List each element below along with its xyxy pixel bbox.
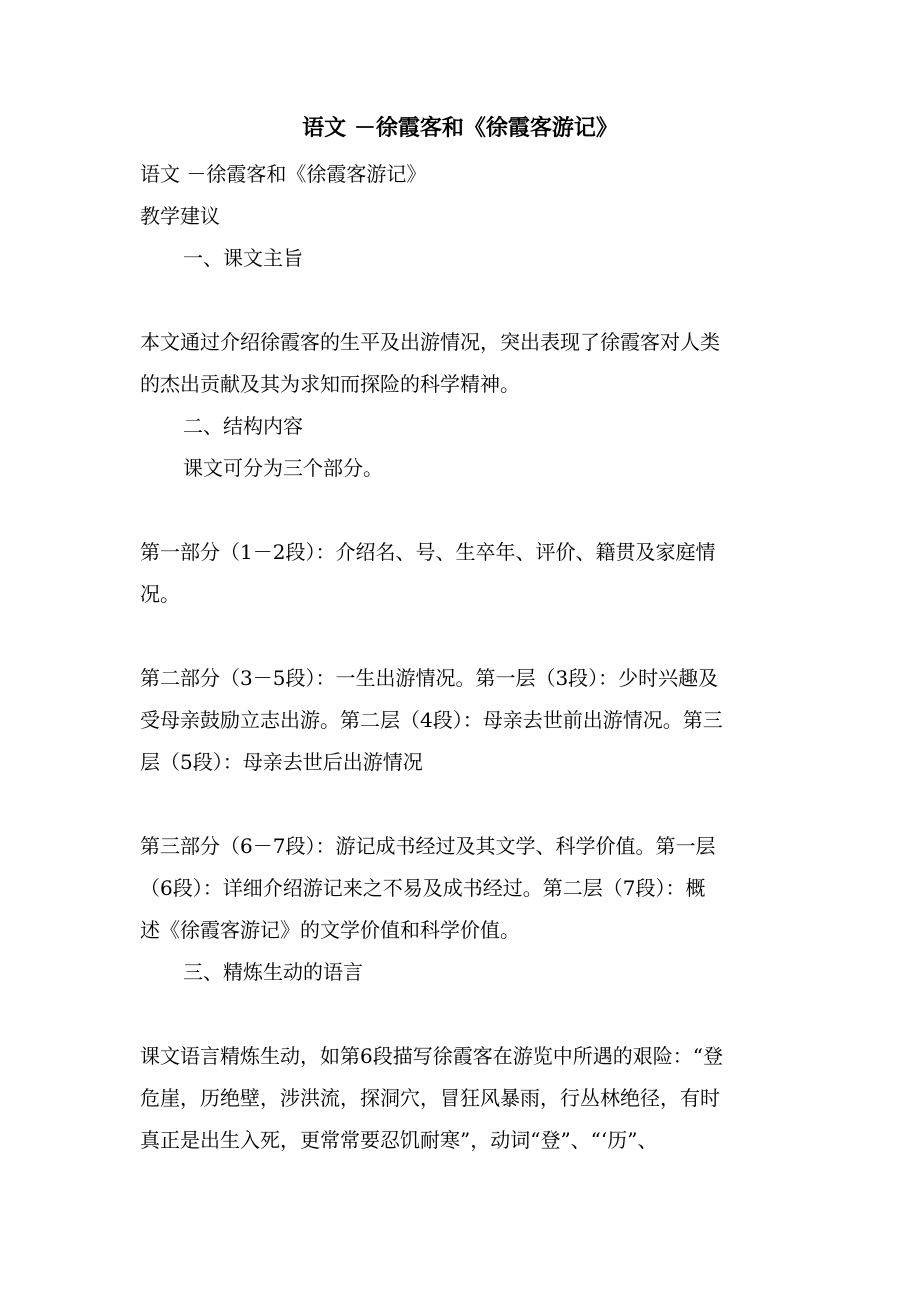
paragraph-line: 课文语言精炼生动，如第6段描写徐霞客在游览中所遇的艰险：“登 (140, 1044, 723, 1068)
paragraph-theme (140, 321, 790, 405)
paragraph-part-one (140, 531, 790, 615)
document-subtitle: 语文 －徐霞客和《徐霞客游记》 (140, 162, 427, 186)
paragraph-line: 本文通过介绍徐霞客的生平及出游情况，突出表现了徐霞客对人类 (140, 330, 720, 354)
paragraph-part-two (140, 657, 790, 783)
paragraph-language (140, 1035, 790, 1161)
paragraph-line: 第二部分（3－5段）：一生出游情况。第一层（3段）：少时兴趣及 (140, 666, 719, 690)
paragraph-part-three (140, 825, 790, 951)
paragraph-line: 真正是出生入死，更常常要忍饥耐寒”，动词“登”、“‘历”、 (140, 1128, 658, 1152)
paragraph-line: 危崖，历绝壁，涉洪流，探洞穴，冒狂风暴雨，行丛林绝径，有时 (140, 1086, 720, 1110)
paragraph-line: 第三部分（6－7段）：游记成书经过及其文学、科学价值。第一层 (140, 834, 716, 858)
structure-intro: 课文可分为三个部分。 (183, 456, 383, 480)
heading-structure: 二、结构内容 (183, 414, 303, 438)
paragraph-line: 况。 (140, 582, 180, 606)
document-title: 语文 －徐霞客和《徐霞客游记》 (302, 115, 618, 141)
paragraph-line: （6段）：详细介绍游记来之不易及成书经过。第二层（7段）：概 (140, 876, 706, 900)
heading-language: 三、精炼生动的语言 (183, 960, 363, 984)
heading-theme: 一、课文主旨 (183, 246, 303, 270)
paragraph-line: 受母亲鼓励立志出游。第二层（4段）：母亲去世前出游情况。第三 (140, 708, 723, 732)
paragraph-line: 第一部分（1－2段）：介绍名、号、生卒年、评价、籍贯及家庭情 (140, 540, 716, 564)
section-label: 教学建议 (140, 204, 220, 228)
paragraph-line: 的杰出贡献及其为求知而探险的科学精神。 (140, 372, 520, 396)
paragraph-line: 述《徐霞客游记》的文学价值和科学价值。 (140, 918, 520, 942)
paragraph-line: 层（5段）：母亲去世后出游情况 (140, 750, 423, 774)
